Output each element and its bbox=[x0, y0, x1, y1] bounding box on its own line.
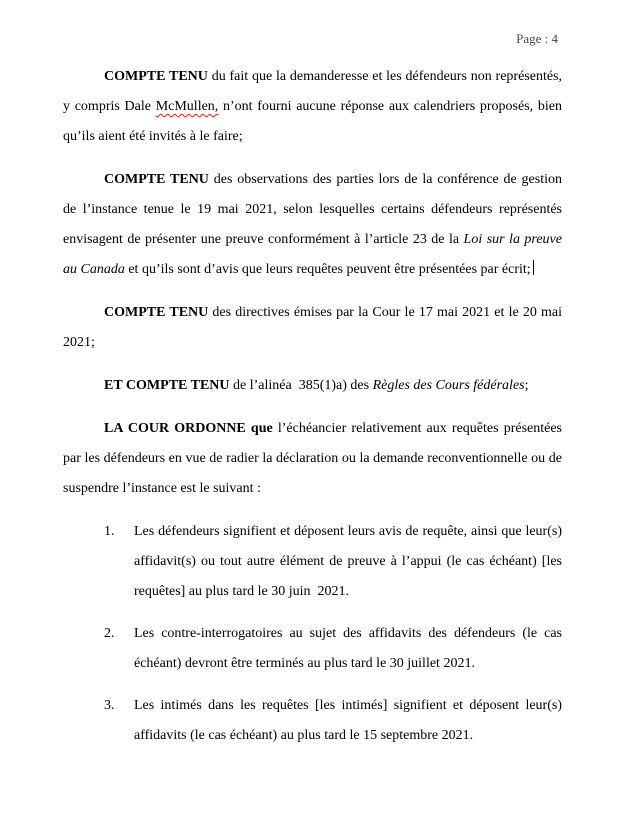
list-item-2 bbox=[63, 619, 562, 679]
paragraph-lead: LA COUR ORDONNE que bbox=[104, 421, 273, 436]
list-item-text: Les contre-interrogatoires au sujet des affidavits des défendeurs (le cas échéant) devront être terminés au plus tard le 30 juillet 2021. bbox=[134, 626, 562, 671]
paragraph-lead: ET COMPTE TENU bbox=[104, 378, 230, 393]
paragraph-et-compte-tenu bbox=[63, 371, 562, 401]
paragraph-text: du fait que la demanderesse et les défendeurs non représentés, y compris Dale bbox=[63, 69, 562, 114]
paragraph-lead: COMPTE TENU bbox=[104, 305, 209, 320]
list-item-text: Les intimés dans les requêtes [les intimés] signifient et déposent leur(s) affidavits (le cas échéant) au plus tard le 15 septembre 2021. bbox=[134, 698, 562, 743]
paragraph-text: des observations des parties lors de la conférence de gestion de l’instance tenue le 19 mai 2021, selon lesquelles certains défendeurs représentés envisagent de présenter une preuve conformément à l’article 23 de la bbox=[63, 172, 562, 247]
list-item-number: 3. bbox=[104, 698, 115, 713]
list-item-3 bbox=[63, 691, 562, 751]
list-item-1 bbox=[63, 517, 562, 607]
list-item-number: 1. bbox=[104, 524, 115, 539]
statute-title-italic: Loi sur la preuve au Canada bbox=[63, 232, 562, 277]
statute-title-italic: Règles des Cours fédérales bbox=[372, 378, 525, 393]
misspelled-word: McMullen, bbox=[155, 99, 219, 114]
paragraph-lead: COMPTE TENU bbox=[104, 172, 209, 187]
paragraph-compte-tenu-1 bbox=[63, 62, 562, 152]
paragraph-compte-tenu-2 bbox=[63, 165, 562, 285]
paragraph-lead: COMPTE TENU bbox=[104, 69, 208, 84]
paragraph-la-cour-ordonne bbox=[63, 414, 562, 504]
paragraph-text: l’échéancier relativement aux requêtes présentées par les défendeurs en vue de radier la déclaration ou la demande reconventionnelle ou de suspendre l’instance est le suivant : bbox=[63, 421, 563, 496]
paragraph-text: n’ont fourni aucune réponse aux calendriers proposés, bien qu’ils aient été invités à le faire; bbox=[63, 99, 562, 144]
list-item-number: 2. bbox=[104, 626, 115, 641]
paragraph-compte-tenu-3 bbox=[63, 298, 562, 358]
paragraph-text: des directives émises par la Cour le 17 mai 2021 et le 20 mai 2021; bbox=[63, 305, 562, 350]
paragraph-text: ; bbox=[524, 378, 529, 393]
list-item-text: Les défendeurs signifient et déposent leurs avis de requête, ainsi que leur(s) affidavit(s) ou tout autre élément de preuve à l’appui (le cas échéant) [les requêtes] au plus tard le 30 juin 2021. bbox=[134, 524, 562, 599]
paragraph-text: et qu’ils sont d’avis que leurs requêtes peuvent être présentées par écrit; bbox=[124, 262, 531, 277]
schedule-list bbox=[63, 517, 562, 751]
page-number: Page : 4 bbox=[516, 31, 558, 46]
text-caret bbox=[533, 260, 534, 275]
paragraph-text: de l’alinéa 385(1)a) des bbox=[229, 378, 373, 393]
